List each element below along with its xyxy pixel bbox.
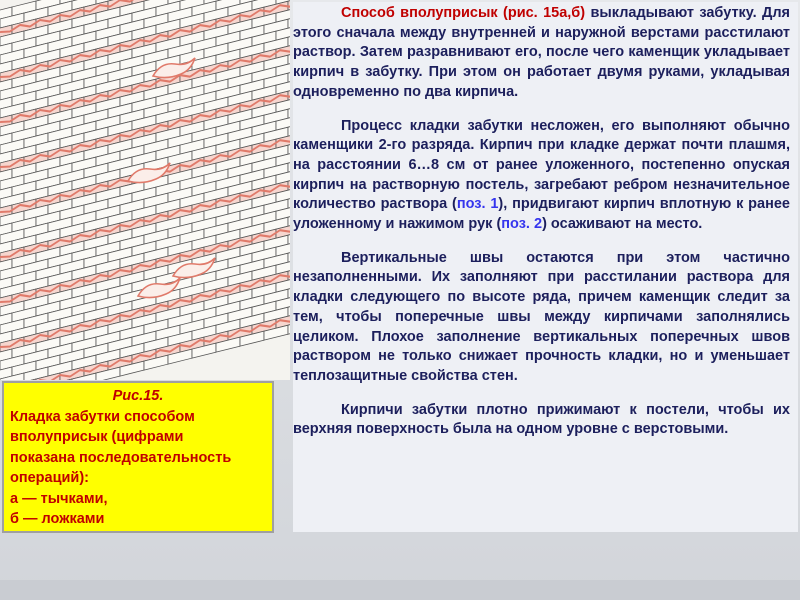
slide-footer [0, 580, 800, 600]
figure-caption [2, 381, 274, 533]
paragraph-text: выкладывают забутку. Для этого сначала между внутренней и наружной верстами расстилают раствор. Затем разравнивают его, после чего каменщик укладывает кирпич в забутку. При этом он работает двумя руками, укладывая одновременно по два кирпича. [293, 5, 790, 100]
lead-phrase: Способ вполуприсык (рис. 15а,б) [341, 5, 586, 21]
paragraph-text: Кирпичи забутки плотно прижимают к постели, чтобы их верхняя поверхность была на одном уровне с верстовыми. [293, 401, 790, 438]
paragraph [293, 249, 790, 387]
brick-illustration [0, 0, 290, 380]
caption-line: операций): [10, 470, 89, 486]
position-ref: поз. 1 [456, 196, 499, 213]
caption-line: вполуприсык (цифрами [10, 429, 184, 445]
caption-line: показана последовательность [10, 449, 232, 466]
brickwork-drawing [0, 0, 290, 380]
paragraph [293, 401, 790, 440]
paragraph [293, 4, 790, 103]
paragraph-text: ), придвигают кирпич вплотную к ранее уложенному и нажимом рук ( [293, 196, 790, 233]
caption-title: Рис.15. [112, 388, 164, 404]
caption-line: б — ложками [10, 511, 105, 527]
body-text [293, 2, 798, 532]
position-ref: поз. 2 [501, 216, 543, 233]
paragraph-text: Вертикальные швы остаются при этом частично незаполненными. Их заполняют при расстилании раствора для кладки следующего по высоте ряда, причем каменщик следит за тем, чтобы поперечные швы между кирпичами заполнялись целиком. Плохое заполнение вертикальных поперечных швов раствором не только снижает прочность кладки, но и уменьшает теплозащитные свойства стен. [293, 249, 790, 384]
paragraph-text: ) осаживают на место. [542, 216, 703, 233]
paragraph [293, 117, 790, 235]
caption-line: Кладка забутки способом [10, 408, 195, 425]
paragraph-text: Процесс кладки забутки несложен, его выполняют обычно каменщики 2-го разряда. Кирпич при кладке держат почти плашмя, на расстоянии 6…8 см от ранее уложенного, постепенно опуская кирпич на растворную постель, загребают ребром незначительное количество раствора ( [293, 117, 790, 213]
caption-line: а — тычками, [10, 490, 108, 507]
